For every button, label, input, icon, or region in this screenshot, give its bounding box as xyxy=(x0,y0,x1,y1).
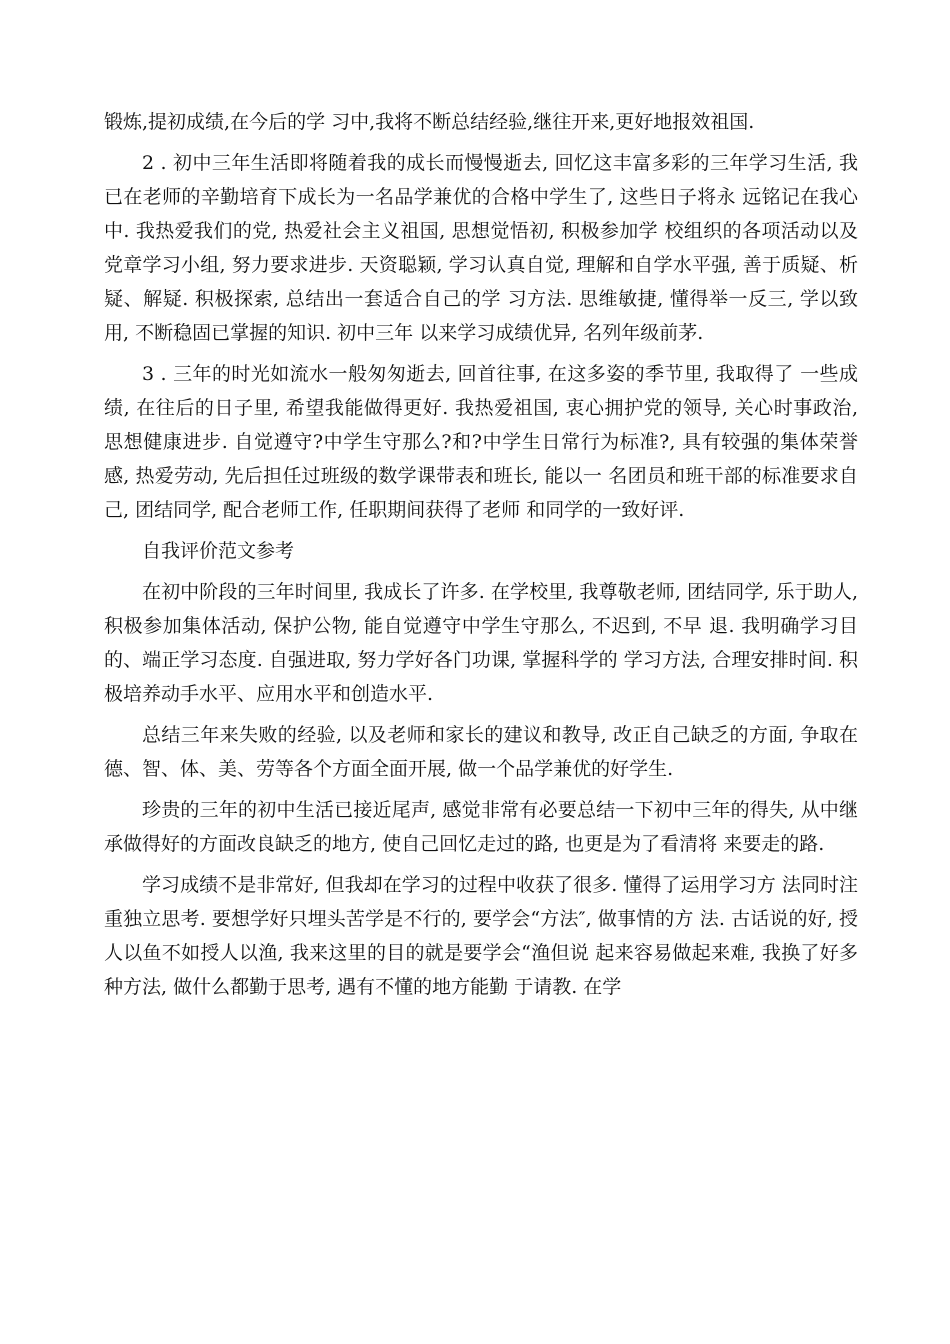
document-body xyxy=(104,105,858,1004)
paragraph-continuation: 锻炼,提初成绩,在今后的学 习中,我将不断总结经验,继往开来,更好地报效祖国. xyxy=(104,111,755,133)
paragraph-item-3: 3 . 三年的时光如流水一般匆匆逝去, 回首往事, 在这多姿的季节里, 我取得了 一些成绩, 在往后的日子里, 希望我能做得更好. 我热爱祖国, 衷心拥护党的领导, 关心时事政治, 思想健康进步. 自觉遵守?中学生守那么?和?中学生日常行为标准?, 具有较强的集体荣誉感, 热爱劳动, 先后担任过班级的数学课带表和班长, 能以一 名团员和班干部的标准要求自己, 团结同学, 配合老师工作, 任职期间获得了老师 和同学的一致好评. xyxy=(104,363,858,521)
paragraph-body: 在初中阶段的三年时间里, 我成长了许多. 在学校里, 我尊敬老师, 团结同学, 乐于助人, 积极参加集体活动, 保护公物, 能自觉遵守中学生守那么, 不迟到, 不早 退. 我明确学习目的、端正学习态度. 自强进取, 努力学好各门功课, 掌握科学的 学习方法, 合理安排时间. 积极培养动手水平、应用水平和创造水平. xyxy=(104,581,858,705)
paragraph-item-2: 2 . 初中三年生活即将随着我的成长而慢慢逝去, 回忆这丰富多彩的三年学习生活, 我已在老师的辛勤培育下成长为一名品学兼优的合格中学生了, 这些日子将永 远铭记在我心中. 我热爱我们的党, 热爱社会主义祖国, 思想觉悟初, 积极参加学 校组织的各项活动以及党章学习小组, 努力要求进步. 天资聪颖, 学习认真自觉, 理解和自学水平强, 善于质疑、析疑、解疑. 积极探索, 总结出一套适合自己的学 习方法. 思维敏捷, 懂得举一反三, 学以致用, 不断稳固已掌握的知识. 初中三年 以来学习成绩优异, 名列年级前茅. xyxy=(104,152,858,344)
section-heading: 自我评价范文参考 xyxy=(142,540,295,562)
paragraph-body: 学习成绩不是非常好, 但我却在学习的过程中收获了很多. 懂得了运用学习方 法同时注重独立思考. 要想学好只埋头苦学是不行的, 要学会“方法″, 做事情的方 法. 古话说的好, 授人以鱼不如授人以渔, 我来这里的目的就是要学会“渔但说 起来容易做起来难, 我换了好多种方法, 做什么都勤于思考, 遇有不懂的地方能勤 于请教. 在学 xyxy=(104,874,858,998)
paragraph-body: 珍贵的三年的初中生活已接近尾声, 感觉非常有必要总结一下初中三年的得失, 从中继承做得好的方面改良缺乏的地方, 使自己回忆走过的路, 也更是为了看清将 来要走的路. xyxy=(104,799,858,855)
paragraph-body: 总结三年来失败的经验, 以及老师和家长的建议和教导, 改正自己缺乏的方面, 争取在德、智、体、美、劳等各个方面全面开展, 做一个品学兼优的好学生. xyxy=(104,724,858,780)
